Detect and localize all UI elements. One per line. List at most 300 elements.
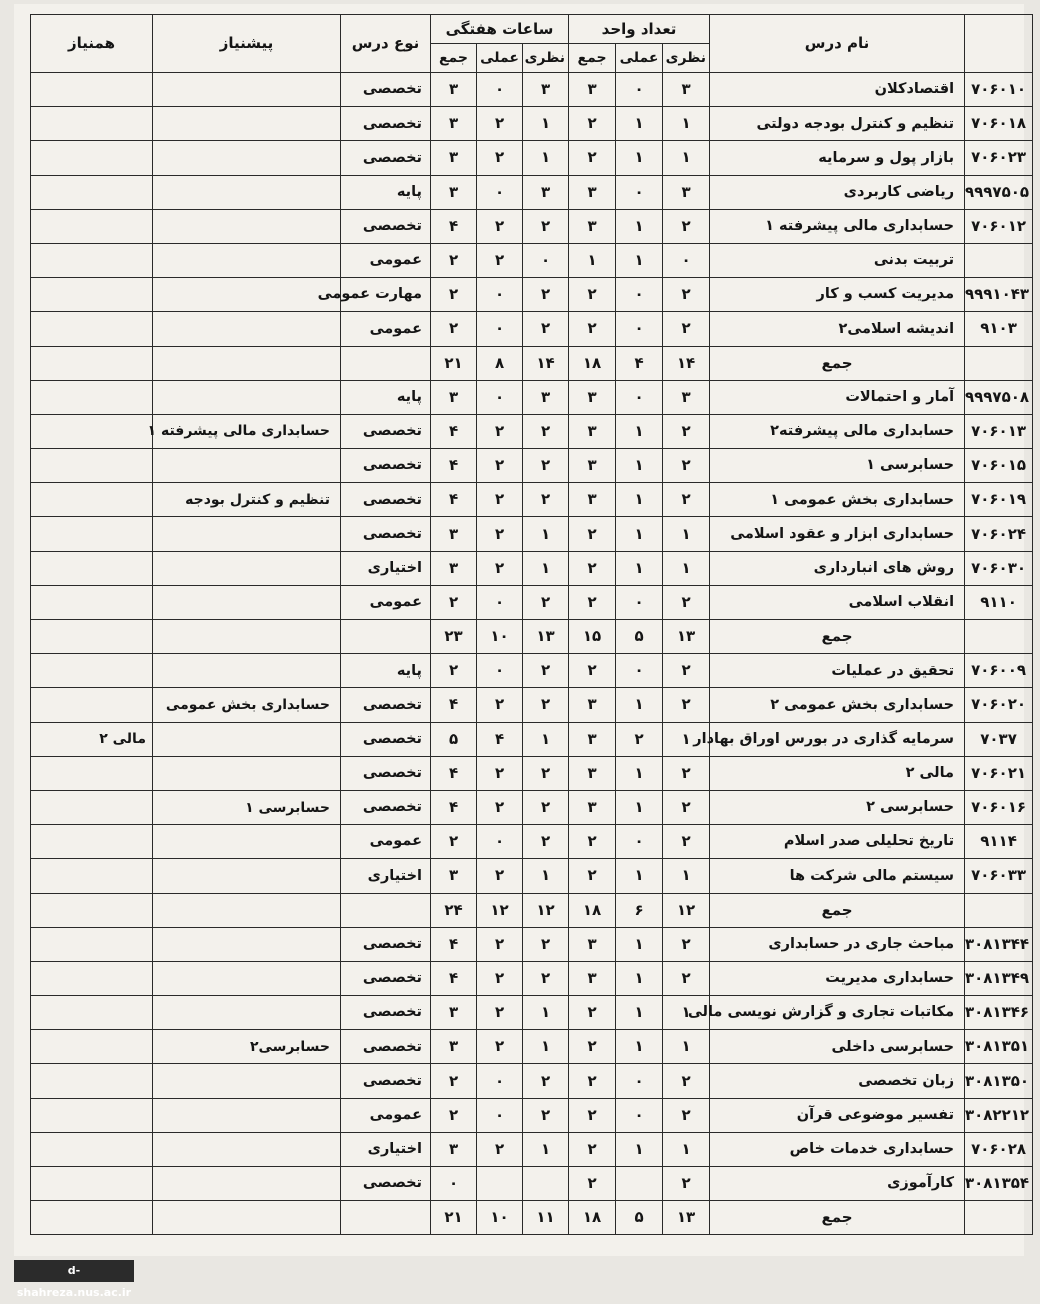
hours-total: ۲ xyxy=(431,1064,477,1098)
units-theory: ۲ xyxy=(663,790,710,824)
sum-u-p: ۴ xyxy=(616,346,663,380)
prerequisite: تنظیم و کنترل بودجه xyxy=(153,483,341,517)
units-practical: ۰ xyxy=(616,278,663,312)
table-row xyxy=(31,414,1033,448)
sum-row xyxy=(31,893,1033,927)
table-row xyxy=(31,551,1033,585)
units-theory: ۱ xyxy=(663,722,710,756)
sum-u-s: ۱۵ xyxy=(569,620,616,654)
corequisite xyxy=(31,585,153,619)
corequisite xyxy=(31,243,153,277)
units-practical: ۰ xyxy=(616,654,663,688)
course-type: اختیاری xyxy=(341,859,431,893)
units-practical xyxy=(616,1167,663,1201)
hours-total: ۳ xyxy=(431,175,477,209)
units-total: ۳ xyxy=(569,722,616,756)
course-type: تخصصی xyxy=(341,449,431,483)
sum-h-t: ۱۴ xyxy=(523,346,569,380)
hours-practical: ۰ xyxy=(477,1064,523,1098)
hours-total: ۲ xyxy=(431,312,477,346)
table-row xyxy=(31,825,1033,859)
hours-practical: ۲ xyxy=(477,1132,523,1166)
units-total: ۳ xyxy=(569,209,616,243)
hours-theory: ۱ xyxy=(523,722,569,756)
units-practical: ۱ xyxy=(616,449,663,483)
units-total: ۲ xyxy=(569,825,616,859)
course-code: ۷۰۶۰۳۰ xyxy=(965,551,1033,585)
hours-theory: ۳ xyxy=(523,73,569,107)
prerequisite xyxy=(153,1167,341,1201)
corequisite xyxy=(31,1064,153,1098)
sum-u-p: ۶ xyxy=(616,893,663,927)
hours-total: ۲ xyxy=(431,1098,477,1132)
course-type: تخصصی xyxy=(341,722,431,756)
units-total: ۳ xyxy=(569,380,616,414)
hours-theory: ۲ xyxy=(523,790,569,824)
hours-practical: ۰ xyxy=(477,654,523,688)
course-name: کارآموزی xyxy=(710,1167,965,1201)
hours-practical: ۲ xyxy=(477,141,523,175)
header-units-group: تعداد واحد xyxy=(569,15,710,44)
hours-total: ۴ xyxy=(431,790,477,824)
hours-practical: ۰ xyxy=(477,73,523,107)
hours-theory: ۲ xyxy=(523,209,569,243)
units-theory: ۲ xyxy=(663,449,710,483)
course-code: ۷۰۶۰۲۳ xyxy=(965,141,1033,175)
units-theory: ۲ xyxy=(663,585,710,619)
course-code: ۷۰۶۰۱۰ xyxy=(965,73,1033,107)
hours-theory: ۲ xyxy=(523,449,569,483)
course-name: اندیشه اسلامی۲ xyxy=(710,312,965,346)
units-total: ۲ xyxy=(569,312,616,346)
sum-empty-cell xyxy=(31,346,153,380)
units-theory: ۲ xyxy=(663,278,710,312)
units-theory: ۲ xyxy=(663,414,710,448)
corequisite xyxy=(31,73,153,107)
hours-total: ۴ xyxy=(431,483,477,517)
sum-h-s: ۲۱ xyxy=(431,346,477,380)
course-code: ۷۰۶۰۱۸ xyxy=(965,107,1033,141)
course-type: پایه xyxy=(341,175,431,209)
prerequisite: حسابداری مالی پیشرفته ۱ xyxy=(153,414,341,448)
sum-u-s: ۱۸ xyxy=(569,346,616,380)
course-name: حسابداری خدمات خاص xyxy=(710,1132,965,1166)
hours-theory: ۲ xyxy=(523,654,569,688)
sum-empty-cell xyxy=(153,620,341,654)
header-course-type: نوع درس xyxy=(341,15,431,73)
course-name: تحقیق در عملیات xyxy=(710,654,965,688)
prerequisite xyxy=(153,825,341,859)
hours-practical: ۲ xyxy=(477,961,523,995)
units-total: ۲ xyxy=(569,1098,616,1132)
course-code: ۷۰۶۰۱۵ xyxy=(965,449,1033,483)
sum-empty-cell xyxy=(31,620,153,654)
course-table xyxy=(30,14,1033,1235)
hours-practical: ۲ xyxy=(477,243,523,277)
sum-h-p: ۱۲ xyxy=(477,893,523,927)
prerequisite xyxy=(153,1064,341,1098)
corequisite xyxy=(31,1098,153,1132)
units-total: ۲ xyxy=(569,996,616,1030)
units-practical: ۱ xyxy=(616,1030,663,1064)
hours-total: ۰ xyxy=(431,1167,477,1201)
prerequisite xyxy=(153,175,341,209)
sum-h-s: ۲۴ xyxy=(431,893,477,927)
units-total: ۳ xyxy=(569,688,616,722)
course-type: تخصصی xyxy=(341,961,431,995)
prerequisite xyxy=(153,380,341,414)
units-total: ۲ xyxy=(569,1030,616,1064)
course-type: عمومی xyxy=(341,585,431,619)
document-sheet xyxy=(14,4,1030,1299)
prerequisite xyxy=(153,654,341,688)
course-name: حسابرسی داخلی xyxy=(710,1030,965,1064)
sum-code-cell xyxy=(965,346,1033,380)
corequisite xyxy=(31,449,153,483)
course-code: ۹۹۹۷۵۰۸ xyxy=(965,380,1033,414)
corequisite xyxy=(31,551,153,585)
hours-practical: ۲ xyxy=(477,483,523,517)
course-name: سرمایه گذاری در بورس اوراق بهادار xyxy=(710,722,965,756)
units-practical: ۰ xyxy=(616,825,663,859)
course-name: حسابرسی ۱ xyxy=(710,449,965,483)
course-code: ۷۰۶۰۲۸ xyxy=(965,1132,1033,1166)
course-code: ۹۹۹۷۵۰۵ xyxy=(965,175,1033,209)
hours-practical: ۲ xyxy=(477,1030,523,1064)
hours-theory: ۱ xyxy=(523,1030,569,1064)
table-row xyxy=(31,585,1033,619)
units-total: ۳ xyxy=(569,73,616,107)
units-theory: ۲ xyxy=(663,209,710,243)
corequisite xyxy=(31,790,153,824)
prerequisite: حسابداری بخش عمومی xyxy=(153,688,341,722)
units-practical: ۱ xyxy=(616,756,663,790)
prerequisite xyxy=(153,517,341,551)
hours-theory: ۲ xyxy=(523,825,569,859)
sum-empty-cell xyxy=(153,893,341,927)
course-name: تنظیم و کنترل بودجه دولتی xyxy=(710,107,965,141)
units-theory: ۱ xyxy=(663,996,710,1030)
units-theory: ۱ xyxy=(663,1132,710,1166)
corequisite xyxy=(31,927,153,961)
units-total: ۳ xyxy=(569,790,616,824)
header-row-1 xyxy=(31,15,1033,44)
course-code: ۳۰۸۱۳۴۹ xyxy=(965,961,1033,995)
prerequisite xyxy=(153,585,341,619)
sum-label: جمع xyxy=(710,1201,965,1235)
course-name: مدیریت کسب و کار xyxy=(710,278,965,312)
hours-theory: ۱ xyxy=(523,141,569,175)
course-code: ۳۰۸۱۳۵۴ xyxy=(965,1167,1033,1201)
hours-theory: ۲ xyxy=(523,414,569,448)
course-code xyxy=(965,243,1033,277)
table-row xyxy=(31,654,1033,688)
sum-h-p: ۸ xyxy=(477,346,523,380)
table-row xyxy=(31,175,1033,209)
hours-practical: ۲ xyxy=(477,414,523,448)
hours-practical: ۲ xyxy=(477,927,523,961)
units-total: ۲ xyxy=(569,585,616,619)
units-theory: ۲ xyxy=(663,961,710,995)
sum-empty-cell xyxy=(31,1201,153,1235)
units-practical: ۱ xyxy=(616,996,663,1030)
prerequisite xyxy=(153,961,341,995)
hours-practical: ۲ xyxy=(477,551,523,585)
course-type: تخصصی xyxy=(341,483,431,517)
hours-practical: ۲ xyxy=(477,859,523,893)
course-type: اختیاری xyxy=(341,551,431,585)
units-theory: ۲ xyxy=(663,756,710,790)
course-name: حسابداری بخش عمومی ۲ xyxy=(710,688,965,722)
table-row xyxy=(31,1098,1033,1132)
hours-total: ۲ xyxy=(431,278,477,312)
units-total: ۲ xyxy=(569,859,616,893)
sum-h-t: ۱۱ xyxy=(523,1201,569,1235)
units-practical: ۰ xyxy=(616,1064,663,1098)
hours-theory: ۲ xyxy=(523,1098,569,1132)
sum-u-t: ۱۲ xyxy=(663,893,710,927)
header-code xyxy=(965,15,1033,73)
units-practical: ۱ xyxy=(616,414,663,448)
header-prerequisite: پیشنیاز xyxy=(153,15,341,73)
units-theory: ۲ xyxy=(663,927,710,961)
corequisite xyxy=(31,483,153,517)
course-name: انقلاب اسلامی xyxy=(710,585,965,619)
hours-practical: ۲ xyxy=(477,996,523,1030)
units-total: ۲ xyxy=(569,517,616,551)
sum-row xyxy=(31,620,1033,654)
table-row xyxy=(31,1064,1033,1098)
corequisite xyxy=(31,688,153,722)
sum-empty-cell xyxy=(153,346,341,380)
site-watermark: d-shahreza.nus.ac.ir xyxy=(14,1260,134,1282)
course-code: ۹۱۰۳ xyxy=(965,312,1033,346)
hours-total: ۵ xyxy=(431,722,477,756)
corequisite xyxy=(31,961,153,995)
units-practical: ۱ xyxy=(616,107,663,141)
hours-practical: ۲ xyxy=(477,449,523,483)
course-name: آمار و احتمالات xyxy=(710,380,965,414)
course-type: تخصصی xyxy=(341,414,431,448)
hours-theory: ۰ xyxy=(523,243,569,277)
corequisite xyxy=(31,107,153,141)
course-code: ۳۰۸۱۳۵۱ xyxy=(965,1030,1033,1064)
corequisite xyxy=(31,859,153,893)
sum-row xyxy=(31,346,1033,380)
hours-theory: ۱ xyxy=(523,996,569,1030)
units-total: ۳ xyxy=(569,414,616,448)
course-type: تخصصی xyxy=(341,1167,431,1201)
units-theory: ۱ xyxy=(663,107,710,141)
header-hours-group: ساعات هفتگی xyxy=(431,15,569,44)
units-practical: ۱ xyxy=(616,688,663,722)
course-code: ۷۰۶۰۰۹ xyxy=(965,654,1033,688)
course-type: تخصصی xyxy=(341,141,431,175)
hours-theory: ۳ xyxy=(523,380,569,414)
course-name: زبان تخصصی xyxy=(710,1064,965,1098)
course-name: مالی ۲ xyxy=(710,756,965,790)
table-row xyxy=(31,961,1033,995)
course-name: مباحث جاری در حسابداری xyxy=(710,927,965,961)
sum-u-p: ۵ xyxy=(616,1201,663,1235)
table-row xyxy=(31,483,1033,517)
units-total: ۲ xyxy=(569,141,616,175)
hours-theory: ۱ xyxy=(523,107,569,141)
corequisite xyxy=(31,756,153,790)
table-row xyxy=(31,1167,1033,1201)
hours-practical: ۲ xyxy=(477,790,523,824)
prerequisite xyxy=(153,927,341,961)
hours-theory: ۱ xyxy=(523,551,569,585)
table-row xyxy=(31,756,1033,790)
course-name: حسابداری مدیریت xyxy=(710,961,965,995)
hours-theory: ۱ xyxy=(523,1132,569,1166)
hours-total: ۳ xyxy=(431,996,477,1030)
units-theory: ۳ xyxy=(663,380,710,414)
units-practical: ۱ xyxy=(616,517,663,551)
hours-total: ۴ xyxy=(431,209,477,243)
sum-empty-cell xyxy=(153,1201,341,1235)
hours-total: ۴ xyxy=(431,688,477,722)
prerequisite xyxy=(153,551,341,585)
units-practical: ۱ xyxy=(616,209,663,243)
course-code: ۳۰۸۱۳۴۶ xyxy=(965,996,1033,1030)
header-course-name: نام درس xyxy=(710,15,965,73)
prerequisite xyxy=(153,209,341,243)
hours-practical: ۰ xyxy=(477,312,523,346)
table-row xyxy=(31,790,1033,824)
units-total: ۳ xyxy=(569,756,616,790)
units-total: ۳ xyxy=(569,175,616,209)
prerequisite xyxy=(153,449,341,483)
hours-total: ۲ xyxy=(431,654,477,688)
units-total: ۳ xyxy=(569,927,616,961)
course-code: ۷۰۶۰۲۱ xyxy=(965,756,1033,790)
units-total: ۲ xyxy=(569,107,616,141)
hours-total: ۳ xyxy=(431,517,477,551)
hours-practical xyxy=(477,1167,523,1201)
course-name: تاریخ تحلیلی صدر اسلام xyxy=(710,825,965,859)
hours-total: ۴ xyxy=(431,961,477,995)
header-hours-total: جمع xyxy=(431,44,477,73)
course-name: اقتصادکلان xyxy=(710,73,965,107)
course-type: عمومی xyxy=(341,1098,431,1132)
course-type: عمومی xyxy=(341,312,431,346)
table-row xyxy=(31,107,1033,141)
table-row xyxy=(31,859,1033,893)
course-type: تخصصی xyxy=(341,996,431,1030)
table-row xyxy=(31,722,1033,756)
units-total: ۲ xyxy=(569,1167,616,1201)
hours-practical: ۰ xyxy=(477,585,523,619)
course-type: عمومی xyxy=(341,825,431,859)
hours-total: ۳ xyxy=(431,551,477,585)
course-type: اختیاری xyxy=(341,1132,431,1166)
sum-empty-cell xyxy=(341,346,431,380)
hours-total: ۴ xyxy=(431,927,477,961)
course-name: روش های انبارداری xyxy=(710,551,965,585)
corequisite xyxy=(31,825,153,859)
sum-h-t: ۱۲ xyxy=(523,893,569,927)
units-theory: ۱ xyxy=(663,141,710,175)
units-total: ۲ xyxy=(569,1132,616,1166)
course-type: تخصصی xyxy=(341,1064,431,1098)
units-practical: ۱ xyxy=(616,790,663,824)
course-name: تربیت بدنی xyxy=(710,243,965,277)
header-hours-practical: عملی xyxy=(477,44,523,73)
table-row xyxy=(31,996,1033,1030)
course-name: حسابداری مالی پیشرفته۲ xyxy=(710,414,965,448)
sum-empty-cell xyxy=(341,620,431,654)
units-practical: ۰ xyxy=(616,1098,663,1132)
hours-theory: ۲ xyxy=(523,278,569,312)
units-practical: ۰ xyxy=(616,175,663,209)
units-practical: ۱ xyxy=(616,141,663,175)
course-type: تخصصی xyxy=(341,1030,431,1064)
table-row xyxy=(31,380,1033,414)
prerequisite xyxy=(153,996,341,1030)
prerequisite xyxy=(153,141,341,175)
units-theory: ۲ xyxy=(663,312,710,346)
units-theory: ۲ xyxy=(663,1167,710,1201)
units-total: ۲ xyxy=(569,1064,616,1098)
hours-total: ۴ xyxy=(431,756,477,790)
hours-theory: ۳ xyxy=(523,175,569,209)
prerequisite xyxy=(153,1098,341,1132)
units-theory: ۱ xyxy=(663,1030,710,1064)
sum-u-s: ۱۸ xyxy=(569,893,616,927)
prerequisite xyxy=(153,243,341,277)
table-row xyxy=(31,141,1033,175)
units-practical: ۰ xyxy=(616,312,663,346)
units-theory: ۲ xyxy=(663,1064,710,1098)
sum-u-t: ۱۳ xyxy=(663,1201,710,1235)
corequisite xyxy=(31,278,153,312)
sum-h-p: ۱۰ xyxy=(477,620,523,654)
hours-practical: ۲ xyxy=(477,107,523,141)
prerequisite xyxy=(153,312,341,346)
hours-theory: ۲ xyxy=(523,961,569,995)
units-practical: ۱ xyxy=(616,243,663,277)
units-practical: ۰ xyxy=(616,73,663,107)
course-type: پایه xyxy=(341,654,431,688)
corequisite xyxy=(31,996,153,1030)
course-name: بازار پول و سرمایه xyxy=(710,141,965,175)
units-theory: ۳ xyxy=(663,175,710,209)
hours-practical: ۲ xyxy=(477,517,523,551)
sum-empty-cell xyxy=(341,893,431,927)
corequisite xyxy=(31,175,153,209)
course-type: عمومی xyxy=(341,243,431,277)
units-theory: ۲ xyxy=(663,688,710,722)
course-type: تخصصی xyxy=(341,107,431,141)
hours-practical: ۲ xyxy=(477,209,523,243)
units-practical: ۱ xyxy=(616,1132,663,1166)
units-theory: ۱ xyxy=(663,551,710,585)
table-row xyxy=(31,449,1033,483)
course-name: سیستم مالی شرکت ها xyxy=(710,859,965,893)
hours-practical: ۰ xyxy=(477,278,523,312)
units-total: ۳ xyxy=(569,449,616,483)
corequisite xyxy=(31,517,153,551)
units-total: ۲ xyxy=(569,551,616,585)
units-practical: ۱ xyxy=(616,961,663,995)
sum-u-t: ۱۳ xyxy=(663,620,710,654)
prerequisite xyxy=(153,859,341,893)
sum-u-t: ۱۴ xyxy=(663,346,710,380)
hours-total: ۴ xyxy=(431,414,477,448)
prerequisite xyxy=(153,756,341,790)
